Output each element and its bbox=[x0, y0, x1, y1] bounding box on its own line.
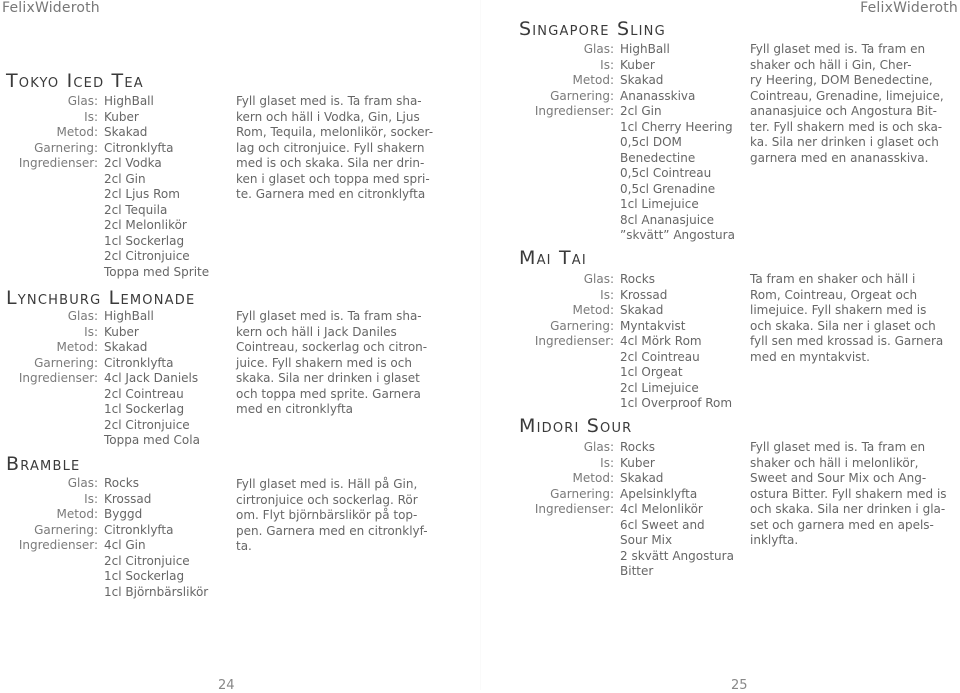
label-ingredienser: Ingredienser: bbox=[534, 334, 614, 348]
label-metod: Metod: bbox=[572, 471, 614, 485]
ingredient: 1cl Overproof Rom bbox=[620, 396, 733, 410]
recipe-title-singapore-sling: Singapore Sling bbox=[519, 18, 666, 40]
value-metod: Byggd bbox=[104, 507, 143, 521]
ingredient: 2cl Melonlikör bbox=[104, 218, 187, 232]
value-glas: HighBall bbox=[620, 42, 670, 56]
value-is: Krossad bbox=[620, 287, 668, 302]
value-garnering: Ananasskiva bbox=[620, 88, 696, 103]
ingredient: 0,5cl Grenadine bbox=[620, 181, 716, 196]
brand-right: FelixWideroth bbox=[860, 0, 958, 16]
ingredient-list bbox=[614, 104, 735, 244]
ingredient: 1cl Sockerlag bbox=[104, 569, 185, 583]
recipe-details-mai-tai bbox=[519, 272, 732, 412]
recipe-instructions-bramble: Fyll glaset med is. Häll på Gin, cirtronjuice och sockerlag. Rör om. Flyt björnbärslikör på top- pen. Garnera med en citronklyf- ta. bbox=[236, 477, 428, 553]
value-glas: HighBall bbox=[104, 309, 154, 323]
ingredient: 1cl Sockerlag bbox=[104, 233, 185, 248]
ingredient: Bitter bbox=[620, 564, 654, 578]
ingredient: 2cl Cointreau bbox=[104, 386, 184, 401]
recipe-instructions-midori-sour: Fyll glaset med is. Ta fram en shaker och häll i melonlikör, Sweet and Sour Mix och Ang- ostura Bitter. Fyll shakern med is och skaka. Sila ner drinken i gla- set och garnera med en apels- inklyfta. bbox=[750, 440, 947, 547]
ingredient-list bbox=[98, 371, 200, 449]
ingredient: 2cl Citronjuice bbox=[104, 249, 190, 263]
label-ingredienser: Ingredienser: bbox=[534, 502, 614, 516]
ingredient: 2cl Cointreau bbox=[620, 349, 700, 364]
ingredient: 0,5cl Cointreau bbox=[620, 166, 712, 180]
label-glas: Glas: bbox=[583, 42, 614, 56]
ingredient: Sour Mix bbox=[620, 533, 673, 547]
ingredient: Benedectine bbox=[620, 150, 696, 165]
label-garnering: Garnering: bbox=[34, 140, 98, 155]
label-garnering: Garnering: bbox=[34, 355, 98, 370]
label-glas: Glas: bbox=[583, 440, 614, 454]
label-ingredienser: Ingredienser: bbox=[534, 104, 614, 118]
label-is: Is: bbox=[600, 287, 614, 302]
label-metod: Metod: bbox=[572, 73, 614, 87]
value-garnering: Apelsinklyfta bbox=[620, 486, 698, 501]
recipe-details-midori-sour bbox=[519, 440, 734, 580]
ingredient: 2cl Vodka bbox=[104, 156, 162, 170]
ingredient: 2cl Gin bbox=[104, 171, 146, 186]
recipe-details-tokyo-iced-tea bbox=[6, 94, 209, 280]
recipe-details-singapore-sling bbox=[519, 42, 735, 244]
value-metod: Skakad bbox=[620, 73, 664, 87]
ingredient: 8cl Ananasjuice bbox=[620, 212, 715, 227]
value-is: Krossad bbox=[104, 491, 152, 506]
label-ingredienser: Ingredienser: bbox=[18, 156, 98, 170]
ingredient-list bbox=[98, 538, 208, 600]
label-metod: Metod: bbox=[56, 340, 98, 354]
label-metod: Metod: bbox=[572, 303, 614, 317]
label-is: Is: bbox=[84, 491, 98, 506]
ingredient: 0,5cl DOM bbox=[620, 135, 682, 149]
value-glas: Rocks bbox=[620, 272, 655, 286]
ingredient: 4cl Mörk Rom bbox=[620, 334, 702, 348]
label-ingredienser: Ingredienser: bbox=[18, 538, 98, 552]
label-is: Is: bbox=[84, 324, 98, 339]
label-is: Is: bbox=[600, 57, 614, 72]
value-is: Kuber bbox=[104, 324, 139, 339]
ingredient: 2cl Citronjuice bbox=[104, 553, 190, 568]
ingredient: 1cl Orgeat bbox=[620, 365, 683, 379]
value-glas: Rocks bbox=[104, 476, 139, 490]
recipe-title-mai-tai: Mai Tai bbox=[519, 247, 587, 269]
label-glas: Glas: bbox=[583, 272, 614, 286]
recipe-details-bramble bbox=[6, 476, 208, 600]
value-garnering: Citronklyfta bbox=[104, 140, 174, 155]
label-glas: Glas: bbox=[67, 94, 98, 108]
value-metod: Skakad bbox=[104, 340, 148, 354]
recipe-title-tokyo-iced-tea: Tokyo Iced Tea bbox=[6, 70, 144, 92]
label-metod: Metod: bbox=[56, 125, 98, 139]
ingredient-list bbox=[614, 334, 732, 412]
page-gutter bbox=[480, 0, 481, 690]
ingredient: 2cl Ljus Rom bbox=[104, 187, 180, 201]
recipe-instructions-tokyo-iced-tea: Fyll glaset med is. Ta fram sha- kern och häll i Vodka, Gin, Ljus Rom, Tequila, melonlikör, socker- lag och citronjuice. Fyll shakern med is och skaka. Sila ner drin- ken i glaset och toppa med spri- te. Garnera med en citronklyfta bbox=[236, 94, 434, 201]
page-number-right: 25 bbox=[731, 678, 748, 693]
recipe-title-lynchburg-lemonade: Lynchburg Lemonade bbox=[6, 287, 196, 309]
value-metod: Skakad bbox=[104, 125, 148, 139]
value-is: Kuber bbox=[620, 57, 655, 72]
ingredient: 6cl Sweet and bbox=[620, 517, 705, 532]
recipe-instructions-mai-tai: Ta fram en shaker och häll i Rom, Cointreau, Orgeat och limejuice. Fyll shakern med is och skaka. Sila ner i glaset och fyll sen med krossad is. Garnera med en myntakvist. bbox=[750, 272, 944, 364]
value-glas: Rocks bbox=[620, 440, 655, 454]
value-is: Kuber bbox=[620, 455, 655, 470]
recipe-instructions-singapore-sling: Fyll glaset med is. Ta fram en shaker och häll i Gin, Cher- ry Heering, DOM Benedectine, Cointreau, Grenadine, limejuice, ananasjuice och Angostura Bit- ter. Fyll shakern med is och ska- ka. Sila ner drinken i glaset och garnera med en ananasskiva. bbox=[750, 42, 944, 165]
ingredient: 4cl Melonlikör bbox=[620, 502, 703, 516]
recipe-title-midori-sour: Midori Sour bbox=[519, 415, 633, 437]
ingredient: 4cl Jack Daniels bbox=[104, 371, 199, 385]
label-metod: Metod: bbox=[56, 507, 98, 521]
value-metod: Skakad bbox=[620, 303, 664, 317]
ingredient: 2 skvätt Angostura bbox=[620, 548, 734, 563]
label-glas: Glas: bbox=[67, 309, 98, 323]
label-garnering: Garnering: bbox=[550, 486, 614, 501]
value-garnering: Myntakvist bbox=[620, 318, 686, 333]
recipe-details-lynchburg-lemonade bbox=[6, 309, 200, 449]
recipe-instructions-lynchburg-lemonade: Fyll glaset med is. Ta fram sha- kern och häll i Jack Daniles Cointreau, sockerlag och citron- juice. Fyll shakern med is och skaka. Sila ner drinken i glaset och toppa med sprite. Garnera med en citronklyfta bbox=[236, 309, 428, 416]
label-is: Is: bbox=[84, 109, 98, 124]
ingredient-list bbox=[98, 156, 209, 280]
label-garnering: Garnering: bbox=[34, 522, 98, 537]
value-metod: Skakad bbox=[620, 471, 664, 485]
ingredient: 2cl Citronjuice bbox=[104, 417, 190, 432]
recipe-title-bramble: Bramble bbox=[6, 453, 81, 475]
ingredient: 1cl Björnbärslikör bbox=[104, 584, 209, 599]
value-glas: HighBall bbox=[104, 94, 154, 108]
page-number-left: 24 bbox=[218, 678, 235, 693]
label-garnering: Garnering: bbox=[550, 88, 614, 103]
ingredient: 1cl Sockerlag bbox=[104, 402, 185, 416]
ingredient: ”skvätt” Angostura bbox=[620, 228, 735, 242]
ingredient: Toppa med Sprite bbox=[104, 264, 210, 279]
ingredient: 4cl Gin bbox=[104, 538, 146, 552]
label-ingredienser: Ingredienser: bbox=[18, 371, 98, 385]
ingredient: 1cl Limejuice bbox=[620, 197, 699, 211]
ingredient: Toppa med Cola bbox=[104, 433, 200, 447]
ingredient: 2cl Tequila bbox=[104, 202, 168, 217]
ingredient-list bbox=[614, 502, 734, 580]
label-glas: Glas: bbox=[67, 476, 98, 490]
value-is: Kuber bbox=[104, 109, 139, 124]
value-garnering: Citronklyfta bbox=[104, 355, 174, 370]
label-garnering: Garnering: bbox=[550, 318, 614, 333]
label-is: Is: bbox=[600, 455, 614, 470]
ingredient: 2cl Gin bbox=[620, 104, 662, 118]
brand-left: FelixWideroth bbox=[2, 0, 100, 16]
ingredient: 2cl Limejuice bbox=[620, 380, 699, 395]
value-garnering: Citronklyfta bbox=[104, 522, 174, 537]
ingredient: 1cl Cherry Heering bbox=[620, 119, 733, 134]
